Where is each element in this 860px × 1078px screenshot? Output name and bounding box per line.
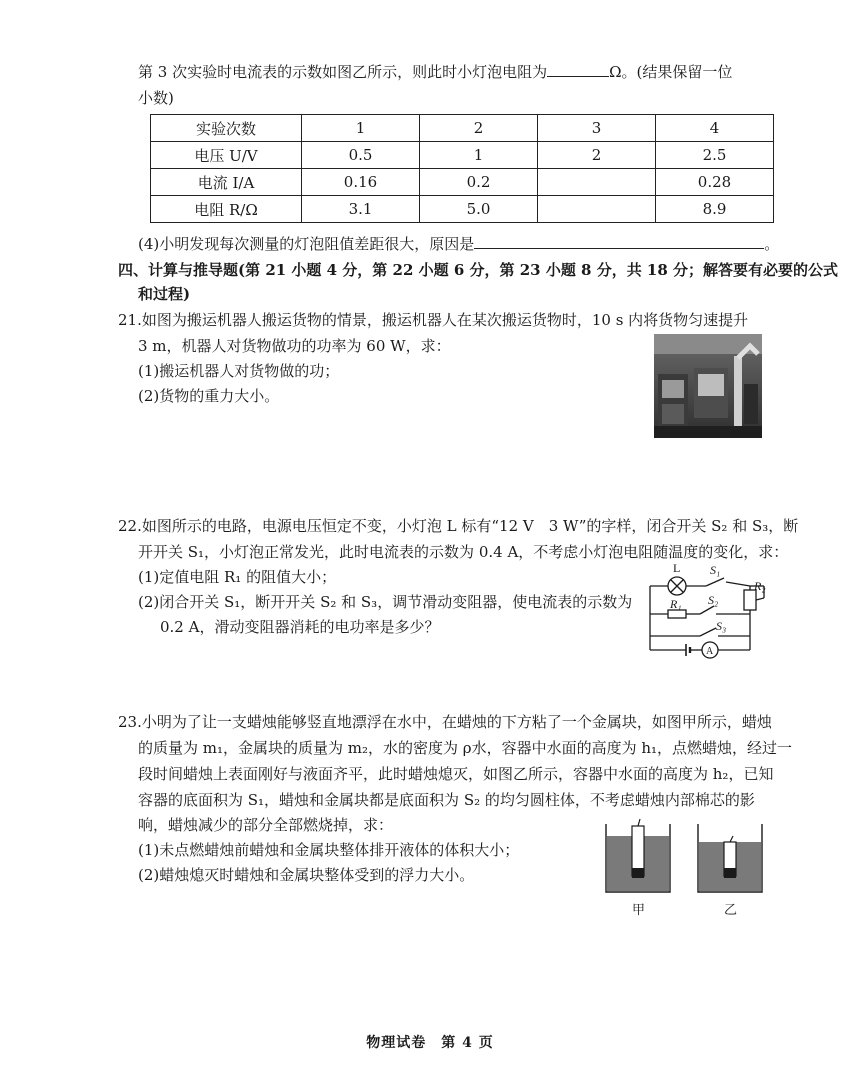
figure-jia (606, 819, 670, 892)
table-cell: 8.9 (656, 196, 774, 223)
q22-line2: 开开关 S₁，小灯泡正常发光，此时电流表的示数为 0.4 A，不考虑小灯泡电阻随温度的变化，求： (138, 543, 789, 561)
q20-line2: 小数) (138, 89, 174, 107)
q23-line1: 23.小明为了让一支蜡烛能够竖直地漂浮在水中，在蜡烛的下方粘了一个金属块，如图甲所示，蜡烛 (118, 713, 772, 731)
q22-part2b: 0.2 A，滑动变阻器消耗的电功率是多少？ (160, 618, 440, 636)
r2-label: R₂ (754, 579, 766, 593)
robot-photo (654, 334, 762, 438)
q23-part2: (2)蜡烛熄灭时蜡烛和金属块整体受到的浮力大小。 (138, 866, 475, 884)
q21-part1: (1)搬运机器人对货物做的功； (138, 362, 340, 380)
table-row (151, 196, 774, 223)
q21-line1: 21.如图为搬运机器人搬运货物的情景，搬运机器人在某次搬运货物时，10 s 内将货物匀速提升 (118, 311, 749, 329)
table-header-row (151, 115, 774, 142)
table-cell-blank[interactable] (538, 196, 656, 223)
table-row (151, 142, 774, 169)
table-cell: 3 (538, 115, 656, 142)
q23-part1: (1)未点燃蜡烛前蜡烛和金属块整体排开液体的体积大小； (138, 841, 520, 859)
figure-label-jia: 甲 (632, 902, 646, 917)
table-cell: 电阻 R/Ω (151, 196, 302, 223)
q21-line2: 3 m，机器人对货物做功的功率为 60 W，求： (138, 337, 451, 355)
table-cell: 1 (420, 142, 538, 169)
q22-part2a: (2)闭合开关 S₁，断开开关 S₂ 和 S₃，调节滑动变阻器，使电流表的示数为 (138, 593, 633, 611)
q23-line3: 段时间蜡烛上表面刚好与液面齐平，此时蜡烛熄灭，如图乙所示，容器中水面的高度为 h₂，已知 (138, 765, 774, 783)
page-footer: 物理试卷 第 4 页 (366, 1035, 494, 1051)
answer-blank-resistance[interactable] (547, 62, 609, 77)
q20-line1: 第 3 次实验时电流表的示数如图乙所示，则此时小灯泡电阻为 Ω。(结果保留一位 (138, 63, 733, 81)
s1-label: S₁ (710, 563, 721, 577)
table-cell: 0.5 (302, 142, 420, 169)
table-cell: 3.1 (302, 196, 420, 223)
table-cell: 2.5 (656, 142, 774, 169)
q23-line5: 响，蜡烛减少的部分全部燃烧掉，求： (138, 816, 394, 834)
q20-part4: (4)小明发现每次测量的灯泡阻值差距很大，原因是 。 (138, 235, 780, 253)
table-row (151, 169, 774, 196)
table-cell: 电压 U/V (151, 142, 302, 169)
table-cell: 0.16 (302, 169, 420, 196)
table-cell: 0.2 (420, 169, 538, 196)
s3-label: S₃ (716, 619, 727, 633)
table-cell: 1 (302, 115, 420, 142)
section-title-line2: 和过程) (138, 285, 191, 303)
circuit-diagram (640, 560, 770, 660)
figure-label-yi: 乙 (724, 902, 738, 917)
ammeter-label: A (706, 646, 714, 657)
section-title: 四、计算与推导题(第 21 小题 4 分，第 22 小题 6 分，第 23 小题 8 分，共 18 分；解答要有必要的公式 (118, 261, 839, 279)
table-cell: 实验次数 (151, 115, 302, 142)
experiment-table (150, 114, 774, 223)
figure-yi (698, 824, 762, 892)
answer-blank-reason[interactable] (474, 234, 764, 249)
q21-part2: (2)货物的重力大小。 (138, 387, 280, 405)
candle-figures (598, 816, 770, 920)
q22-line1: 22.如图所示的电路，电源电压恒定不变，小灯泡 L 标有“12 V 3 W”的字样，闭合开关 S₂ 和 S₃，断 (118, 517, 799, 535)
q23-line4: 容器的底面积为 S₁，蜡烛和金属块都是底面积为 S₂ 的均匀圆柱体，不考虑蜡烛内部棉芯的影 (138, 791, 755, 809)
table-cell: 电流 I/A (151, 169, 302, 196)
q22-part1: (1)定值电阻 R₁ 的阻值大小； (138, 568, 337, 586)
s2-label: S₂ (708, 593, 719, 607)
table-cell-blank[interactable] (538, 169, 656, 196)
lamp-label: L (673, 561, 681, 575)
table-cell: 0.28 (656, 169, 774, 196)
r1-label: R₁ (670, 597, 682, 611)
table-cell: 2 (420, 115, 538, 142)
table-cell: 5.0 (420, 196, 538, 223)
table-cell: 4 (656, 115, 774, 142)
q23-line2: 的质量为 m₁，金属块的质量为 m₂，水的密度为 ρ水，容器中水面的高度为 h₁，点燃蜡烛，经过一 (138, 739, 793, 757)
table-cell: 2 (538, 142, 656, 169)
